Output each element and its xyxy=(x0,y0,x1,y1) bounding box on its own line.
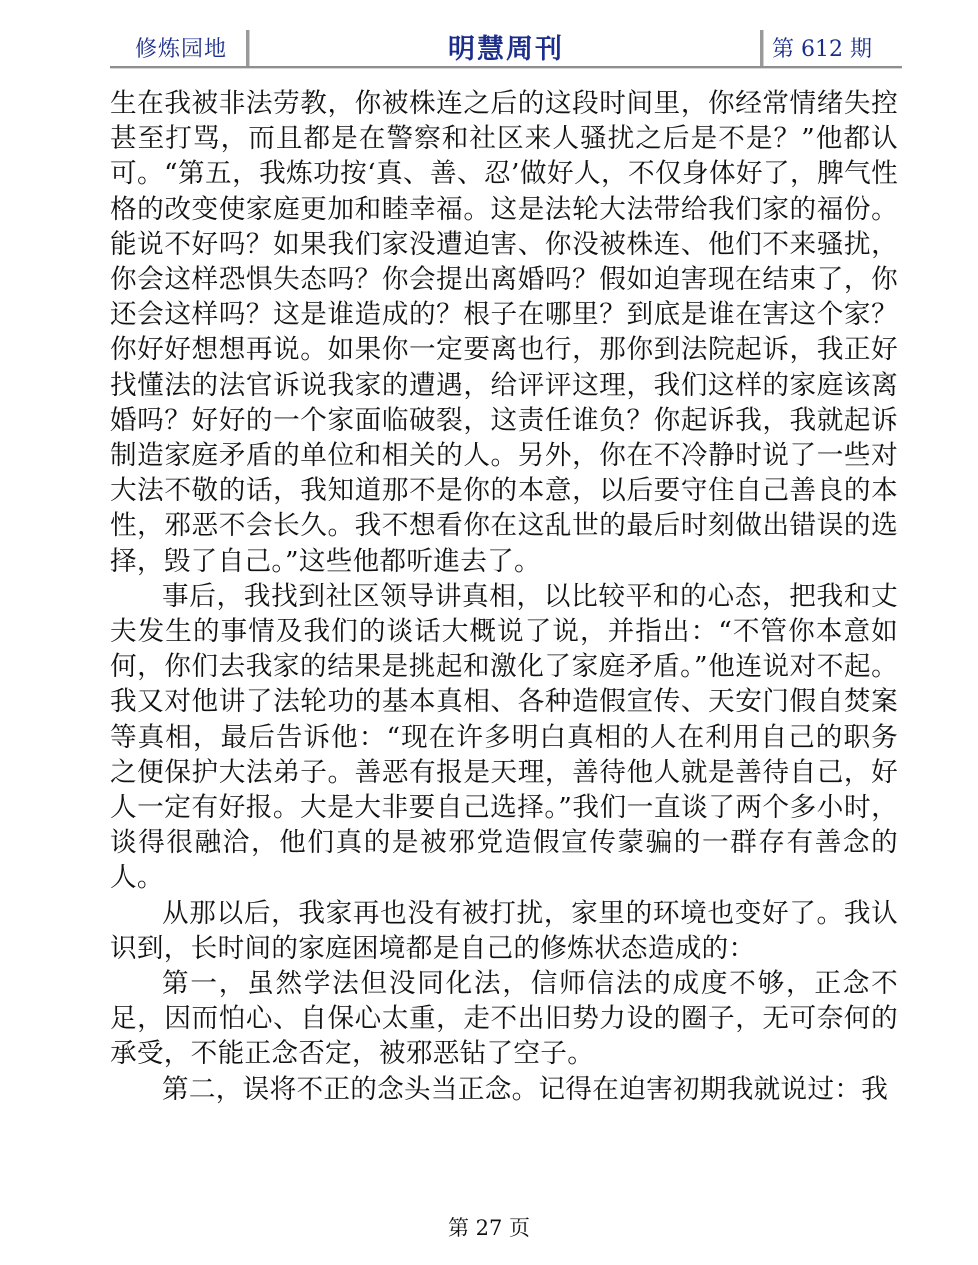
paragraph: 事后，我找到社区领导讲真相，以比较平和的心态，把我和丈夫发生的事情及我们的谈话大概说了说，并指出：“不管你本意如何，你们去我家的结果是挑起和激化了家庭矛盾。”他连说对不起。我又对他讲了法轮功的基本真相、各种造假宣传、天安门假自焚案等真相，最后告诉他：“现在许多明白真相的人在利用自己的职务之便保护大法弟子。善恶有报是天理，善待他人就是善待自己，好人一定有好报。大是大非要自己选择。”我们一直谈了两个多小时，谈得很融洽，他们真的是被邪党造假宣传蒙骗的一群存有善念的人。 xyxy=(110,580,898,894)
header-divider-right xyxy=(760,30,764,66)
page-number: 第 27 页 xyxy=(447,1216,531,1240)
paragraph: 从那以后，我家再也没有被打扰，家里的环境也变好了。我认识到，长时间的家庭困境都是自己的修炼状态造成的： xyxy=(110,897,898,964)
paragraph: 生在我被非法劳教，你被株连之后的这段时间里，你经常情绪失控甚至打骂，而且都是在警察和社区来人骚扰之后是不是？”他都认可。“第五，我炼功按‘真、善、忍’做好人，不仅身体好了，脾气性格的改变使家庭更加和睦幸福。这是法轮大法带给我们家的福份。能说不好吗？如果我们家没遭迫害、你没被株连、他们不来骚扰，你会这样恐惧失态吗？你会提出离婚吗？假如迫害现在结束了，你还会这样吗？这是谁造成的？根子在哪里？到底是谁在害这个家？你好好想想再说。如果你一定要离也行，那你到法院起诉，我正好找懂法的法官诉说我家的遭遇，给评评这理，我们这样的家庭该离婚吗？好好的一个家面临破裂，这责任谁负？你起诉我，我就起诉制造家庭矛盾的单位和相关的人。另外，你在不冷静时说了一些对大法不敬的话，我知道那不是你的本意，以后要守住自己善良的本性，邪恶不会长久。我不想看你在这乱世的最后时刻做出错误的选择，毁了自己。”这些他都听進去了。 xyxy=(110,88,898,577)
header-rule xyxy=(110,66,902,69)
publication-title: 明慧周刊 xyxy=(448,34,564,65)
article-body xyxy=(110,86,898,1107)
issue-number: 第 612 期 xyxy=(772,37,872,62)
paragraph: 第二，误将不正的念头当正念。记得在迫害初期我就说过：我 xyxy=(162,1073,889,1105)
paragraph: 第一，虽然学法但没同化法，信师信法的成度不够，正念不足，因而怕心、自保心太重，走不出旧势力设的圈子，无可奈何的承受，不能正念否定，被邪恶钻了空子。 xyxy=(110,968,898,1070)
page-header xyxy=(110,22,902,70)
section-label: 修炼园地 xyxy=(135,37,228,62)
